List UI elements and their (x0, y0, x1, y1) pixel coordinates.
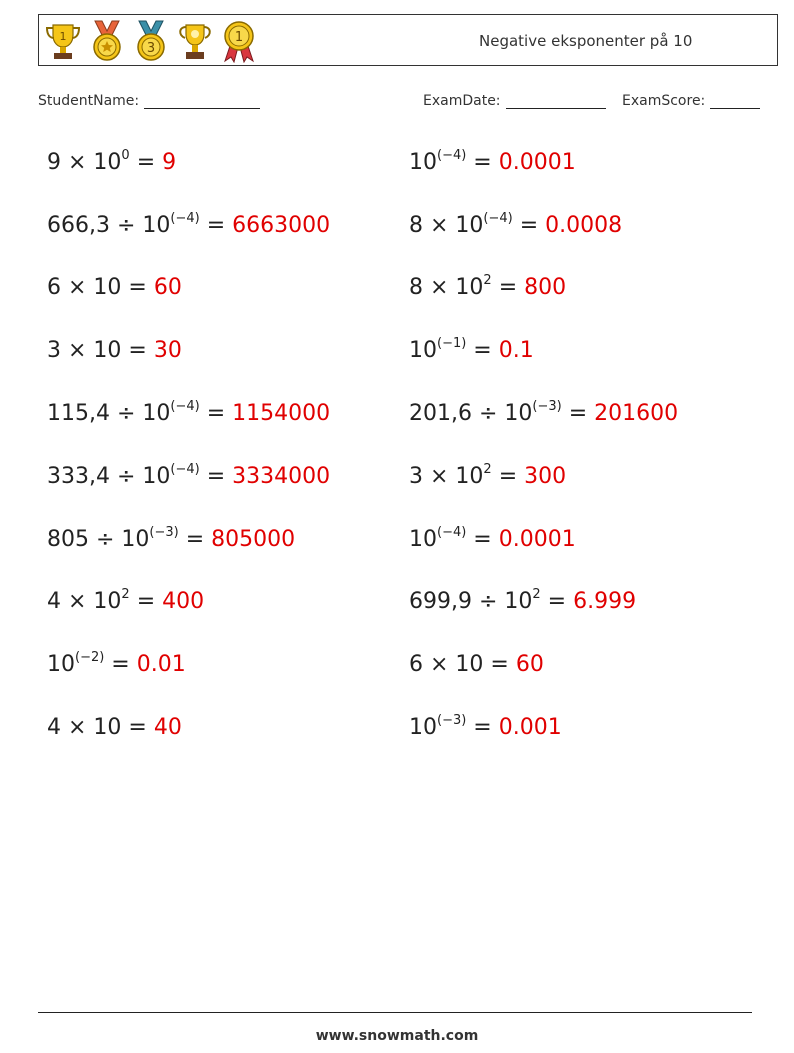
problem-equals: = (512, 213, 546, 238)
problem-answer: 0.0001 (498, 150, 576, 175)
problem-exponent: (−3) (149, 525, 179, 540)
problem (47, 213, 330, 238)
problem-answer: 400 (162, 589, 205, 614)
problem (409, 715, 562, 740)
svg-text:1: 1 (234, 30, 244, 45)
problem-equals: = (104, 652, 137, 677)
problem-question: 8 × 10 (409, 213, 484, 238)
problem-answer: 60 (515, 652, 544, 677)
problem-exponent: (−4) (483, 211, 513, 226)
problem-question: 3 × 10 (409, 464, 484, 489)
exam-date-line[interactable] (506, 94, 606, 109)
svg-text:3: 3 (146, 41, 156, 56)
problem-question: 3 × 10 (47, 338, 122, 363)
problem-equals: = (483, 652, 516, 677)
problem-answer: 30 (153, 338, 182, 363)
problem (409, 464, 566, 489)
problem-question: 333,4 ÷ 10 (47, 464, 171, 489)
problem-exponent: (−4) (170, 211, 200, 226)
problem-question: 115,4 ÷ 10 (47, 401, 171, 426)
problem-exponent: (−1) (437, 336, 467, 351)
problem-question: 666,3 ÷ 10 (47, 213, 171, 238)
problem-answer: 6.999 (573, 589, 637, 614)
problem (409, 589, 636, 614)
rosette-1-icon (219, 19, 259, 63)
footer-divider (38, 1012, 752, 1013)
problem-answer: 40 (153, 715, 182, 740)
problem-equals: = (540, 589, 574, 614)
problem-equals: = (466, 715, 499, 740)
problem-equals: = (199, 464, 233, 489)
problem-question: 9 × 10 (47, 150, 122, 175)
exam-date-field[interactable] (423, 93, 606, 109)
problem (47, 652, 186, 677)
problem-question: 4 × 10 (47, 589, 122, 614)
problem-equals: = (121, 338, 154, 363)
problem (409, 338, 534, 363)
exam-date-label: ExamDate: (423, 93, 501, 109)
problem-answer: 0.01 (136, 652, 186, 677)
problem (409, 275, 566, 300)
problem-answer: 0.001 (498, 715, 562, 740)
problem-question: 4 × 10 (47, 715, 122, 740)
problem (47, 401, 330, 426)
problem-answer: 60 (153, 275, 182, 300)
problem-question: 201,6 ÷ 10 (409, 401, 533, 426)
problem-equals: = (491, 275, 525, 300)
exam-score-line[interactable] (710, 94, 760, 109)
student-name-line[interactable] (144, 94, 260, 109)
problem (47, 715, 182, 740)
problem-answer: 3334000 (232, 464, 331, 489)
exam-score-label: ExamScore: (622, 93, 706, 109)
medal-3-icon (131, 19, 171, 63)
problem (47, 464, 330, 489)
medal-star-icon (87, 19, 127, 63)
problem-question: 8 × 10 (409, 275, 484, 300)
footer-site[interactable]: www.snowmath.com (315, 1028, 479, 1044)
problem-answer: 6663000 (232, 213, 331, 238)
problem-equals: = (561, 401, 595, 426)
problem (47, 527, 295, 552)
problem-exponent: 2 (483, 273, 492, 288)
problem (47, 275, 182, 300)
student-name-field[interactable] (38, 93, 260, 109)
problem-question: 10 (409, 338, 437, 363)
header-box (38, 14, 778, 66)
problem-exponent: 2 (121, 587, 130, 602)
problem-question: 6 × 10 (47, 275, 122, 300)
problem-answer: 9 (162, 150, 177, 175)
student-name-label: StudentName: (38, 93, 140, 109)
problem-equals: = (466, 338, 499, 363)
problem-answer: 800 (524, 275, 567, 300)
problem-equals: = (466, 150, 499, 175)
problem-exponent: (−4) (170, 399, 200, 414)
worksheet-title: Negative eksponenter på 10 (479, 32, 693, 50)
problem-question: 699,9 ÷ 10 (409, 589, 533, 614)
problem-equals: = (121, 715, 154, 740)
problem-exponent: 0 (121, 148, 130, 163)
icon-row (43, 19, 259, 63)
problem (47, 150, 176, 175)
problem-question: 10 (409, 150, 437, 175)
problem-equals: = (129, 589, 163, 614)
problem (409, 527, 576, 552)
problem-question: 6 × 10 (409, 652, 484, 677)
problem (409, 150, 576, 175)
problem-question: 10 (47, 652, 75, 677)
problem-exponent: 2 (532, 587, 541, 602)
problem-exponent: (−4) (437, 148, 467, 163)
problem-equals: = (121, 275, 154, 300)
problem-equals: = (491, 464, 525, 489)
problem-answer: 201600 (594, 401, 679, 426)
problem-equals: = (199, 401, 233, 426)
trophy-1-icon (43, 19, 83, 63)
problem-answer: 1154000 (232, 401, 331, 426)
problem-answer: 0.0001 (498, 527, 576, 552)
trophy-laurel-icon (175, 19, 215, 63)
problem (409, 652, 544, 677)
problem-exponent: (−2) (75, 650, 105, 665)
problem-exponent: 2 (483, 462, 492, 477)
problem-answer: 805000 (211, 527, 296, 552)
problem (47, 589, 204, 614)
problem-equals: = (178, 527, 212, 552)
problem-answer: 0.1 (498, 338, 534, 363)
problem (47, 338, 182, 363)
problem-exponent: (−3) (532, 399, 562, 414)
problem-equals: = (129, 150, 163, 175)
problem-question: 10 (409, 527, 437, 552)
problem (409, 401, 678, 426)
problem-answer: 0.0008 (545, 213, 623, 238)
svg-text:1: 1 (59, 30, 67, 43)
problem-equals: = (199, 213, 233, 238)
problem-question: 805 ÷ 10 (47, 527, 150, 552)
problem-exponent: (−3) (437, 713, 467, 728)
problem-exponent: (−4) (437, 525, 467, 540)
problem-answer: 300 (524, 464, 567, 489)
problem (409, 213, 622, 238)
problem-question: 10 (409, 715, 437, 740)
problem-equals: = (466, 527, 499, 552)
exam-score-field[interactable] (622, 93, 760, 109)
problem-exponent: (−4) (170, 462, 200, 477)
